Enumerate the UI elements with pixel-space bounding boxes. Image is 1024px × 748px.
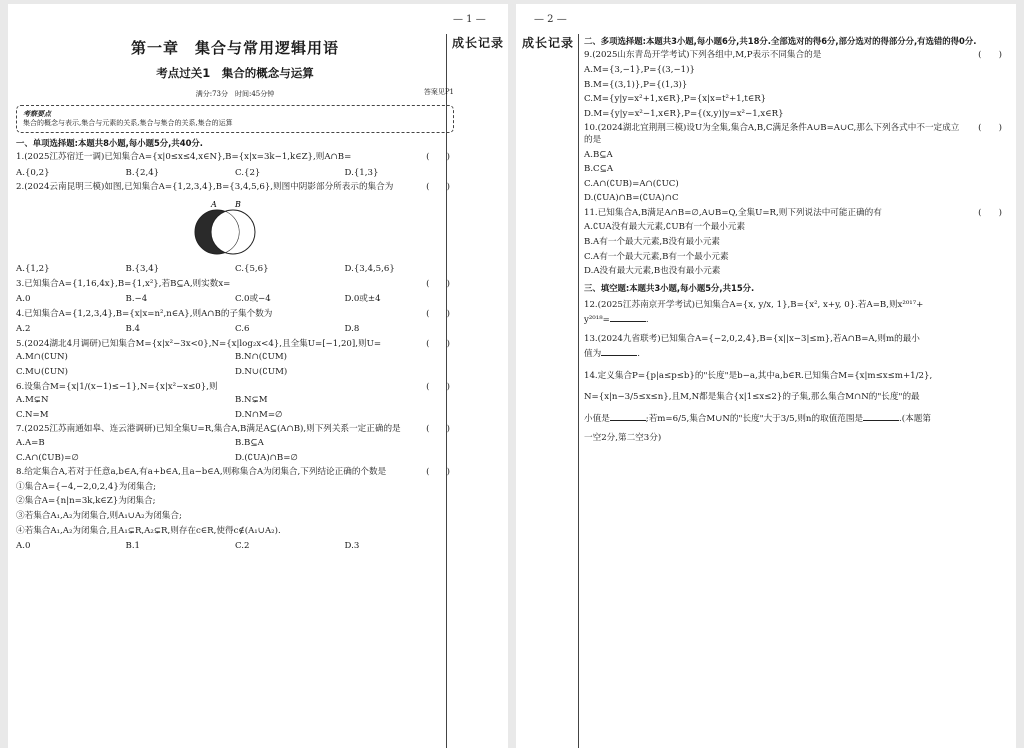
option-c: C.{5,6} [235,263,269,274]
option-d: D.{3,4,5,6} [344,263,395,274]
option-b: B.{3,4} [125,263,160,274]
option-b: B.N∩(∁UM) [235,352,287,363]
option-d: D.(∁UA)∩B=∅ [235,452,298,463]
options [16,264,454,276]
option-d: D.8 [344,324,360,335]
option-c: C.A∩(∁UB)=∅ [16,452,79,463]
answer-bracket: ( ) [426,338,450,349]
options [584,222,1006,277]
statement-4: ④若集合A₁,A₂为闭集合,且A₁⊊R,A₂⊊R,则存在c∈R,使得c∉(A₁∪A₂). [16,525,281,536]
option-c: C.N=M [16,409,49,420]
option-b: B.N⊊M [235,395,268,406]
question-text-cont: N={x|n−3/5≤x≤n},且M,N都是集合{x|1≤x≤2}的子集,那么集合M∩N的"长度"的最 [584,392,920,403]
statement-3: ③若集合A₁,A₂为闭集合,则A₁∪A₂为闭集合; [16,511,182,522]
answer-bracket: ( ) [426,278,450,289]
question-text: 11.已知集合A,B满足A∩B=∅,A∪B=Q,全集U=R,则下列说法中可能正确的有 [584,207,882,218]
question-3 [16,279,454,291]
statement-1: ①集合A={−4,−2,0,2,4}为闭集合; [16,481,157,492]
question-9 [584,50,1006,62]
option-b: B.4 [125,324,141,335]
exam-meta [16,87,454,99]
option-b: B.−4 [125,294,148,305]
section-heading: 三、填空题:本题共3小题,每小题5分,共15分. [584,282,755,293]
question-8 [16,467,454,479]
option-c: C.{2} [235,167,261,178]
question-text: 3.已知集合A={1,16,4x},B={1,x²},若B⊆A,则实数x= [16,278,231,289]
option-c: C.6 [235,324,250,335]
option-c: C.M∪(∁UN) [16,367,68,378]
question-text-cont: y²⁰¹⁸= [584,314,610,325]
statements [16,482,454,537]
question-7 [16,424,454,436]
option-d: D.(∁UA)∩B=(∁UA)∩C [584,193,679,204]
option-a: A.{1,2} [16,263,50,274]
option-d: D.{1,3} [344,167,379,178]
page-1 [8,4,508,748]
page-2-content [584,34,1006,445]
options [16,438,454,464]
question-text-cont: 值为 [584,348,602,359]
margin-divider [578,34,579,748]
options [16,294,454,306]
options [16,352,454,378]
answer-bracket: ( ) [426,182,450,193]
options [584,65,1006,120]
option-d: D.0或±4 [344,294,381,305]
options [16,168,454,180]
option-b: B.C⊆A [584,164,614,175]
option-a: A.M∩(∁UN) [16,352,68,363]
page-1-content [16,34,454,553]
score-time: 满分:73分 时间:45分钟 [195,89,275,98]
answer-bracket: ( ) [978,50,1002,61]
option-a: A.M⊊N [16,395,49,406]
answer-bracket: ( ) [978,207,1002,218]
question-12: 12.(2025江苏南京开学考试)已知集合A={x, y/x, 1},B={x², x+y, 0}.若A=B,则x²⁰¹⁷+ y²⁰¹⁸= . [584,300,1006,326]
option-d: D.A没有最大元素,B也没有最小元素 [584,266,721,277]
option-a: A.0 [16,294,31,305]
page-number: — 1 — [453,14,486,25]
question-text: 14.定义集合P={p|a≤p≤b}的"长度"是b−a,其中a,b∈R.已知集合M={x|m≤x≤m+1/2}, [584,370,933,381]
answer-bracket: ( ) [426,424,450,435]
options [584,150,1006,205]
option-b: B.1 [125,541,141,552]
question-text: 4.已知集合A={1,2,3,4},B={x|x=n²,n∈A},则A∩B的子集个数为 [16,308,273,319]
question-text: 12.(2025江苏南京开学考试)已知集合A={x, y/x, 1},B={x², x+y, 0}.若A=B,则x²⁰¹⁷+ [584,300,924,311]
question-text: 1.(2025江苏宿迁一调)已知集合A={x|0≤x≤4,x∈N},B={x|x=3k−1,k∈Z},则A∩B= [16,152,352,163]
key-points-title: 考察要点 [23,109,51,119]
key-points-box [16,105,454,133]
side-label: 成长记录 [522,36,575,50]
question-5 [16,339,454,351]
option-d: D.M={y|y=x²−1,x∈R},P={(x,y)|y=x²−1,x∈R} [584,108,784,119]
question-13: 13.(2024九省联考)已知集合A={−2,0,2,4},B={x||x−3|≤m},若A∩B=A,则m的最小 值为 . [584,334,1006,360]
option-a: A.2 [16,324,31,335]
page-number: — 2 — [534,14,567,25]
answer-blank-2 [863,420,899,421]
page-2 [516,4,1016,748]
question-4 [16,309,454,321]
options [16,395,454,421]
question-6 [16,382,454,394]
question-10 [584,123,1006,146]
option-c: C.M={y|y=x²+1,x∈R},P={x|x=t²+1,t∈R} [584,94,767,105]
option-b: B.A有一个最大元素,B没有最小元素 [584,237,721,248]
answer-blank [610,321,646,322]
question-1 [16,152,454,164]
option-b: B.M={(3,1)},P={(1,3)} [584,79,688,90]
answer-bracket: ( ) [426,152,450,163]
option-d: D.N∩M=∅ [235,409,283,420]
question-text: 8.给定集合A,若对于任意a,b∈A,有a+b∈A,且a−b∈A,则称集合A为闭集合,下列结论正确的个数是 [16,467,387,478]
question-text: 9.(2025山东青岛开学考试)下列各组中,M,P表示不同集合的是 [584,50,822,61]
question-text: 5.(2024湖北4月调研)已知集合M={x|x²−3x<0},N={x|log₂x<4},且全集U=[−1,20],则U= [16,338,382,349]
question-text-cont: ;若m=6/5,集合M∪N的"长度"大于3/5,则n的取值范围是 [645,413,864,424]
option-b: B.{2,4} [125,167,160,178]
venn-label-b: B [235,199,241,209]
question-text: 2.(2024云南昆明三模)如图,已知集合A={1,2,3,4},B={3,4,5,6},则图中阴影部分所表示的集合为 [16,182,394,193]
answer-bracket: ( ) [426,467,450,478]
answer-bracket: ( ) [978,123,1002,134]
question-11 [584,208,1006,220]
answer-blank-1 [610,420,646,421]
option-a: A.A=B [16,438,45,449]
section-title: 考点过关1 集合的概念与运算 [156,66,314,81]
option-d: D.3 [344,541,360,552]
chapter-title: 第一章 集合与常用逻辑用语 [130,39,339,57]
option-c: C.A有一个最大元素,B有一个最小元素 [584,251,729,262]
question-text-cont: .(本题第 [899,413,931,424]
section-heading: 一、单项选择题:本题共8小题,每小题5分,共40分. [16,137,203,148]
option-a: A.{0,2} [16,167,50,178]
question-text: 6.设集合M={x|1/(x−1)≤−1},N={x|x²−x≤0},则 [16,381,218,392]
option-c: C.0或−4 [235,294,271,305]
question-2 [16,182,454,194]
answer-bracket: ( ) [426,381,450,392]
question-text-cont: 小值是 [584,413,610,424]
question-text: 10.(2024湖北宜荆荆三模)设U为全集,集合A,B,C满足条件A∪B=A∪C,那么下列各式中不一定成立的是 [584,123,960,145]
option-b: B.B⊆A [235,438,264,449]
section-heading: 二、多项选择题:本题共3小题,每小题6分,共18分.全部选对的得6分,部分选对的得部分分,有选错的得0分. [584,36,977,46]
score-note: 一空2分,第二空3分) [584,433,662,444]
venn-diagram [181,198,271,260]
option-d: D.N∪(∁UM) [235,367,288,378]
answer-blank [601,355,637,356]
answer-reference: 答案见P1 [423,87,454,96]
options [16,324,454,336]
options [16,541,454,553]
key-points-text: 集合的概念与表示,集合与元素的关系,集合与集合的关系,集合的运算 [23,119,233,127]
question-text: 13.(2024九省联考)已知集合A={−2,0,2,4},B={x||x−3|≤m},若A∩B=A,则m的最小 [584,334,920,345]
answer-bracket: ( ) [426,308,450,319]
option-a: A.∁UA没有最大元素,∁UB有一个最小元素 [584,222,746,233]
question-14 [584,371,1006,445]
statement-2: ②集合A={n|n=3k,k∈Z}为闭集合; [16,496,156,507]
option-a: A.M={3,−1},P={(3,−1)} [584,64,695,75]
question-text: 7.(2025江苏南通如皋、连云港调研)已知全集U=R,集合A,B满足A⊆(A∩B),则下列关系一定正确的是 [16,424,401,435]
option-a: A.0 [16,541,31,552]
option-a: A.B⊆A [584,149,613,160]
option-c: C.2 [235,541,250,552]
venn-label-a: A [211,199,217,209]
side-label: 成长记录 [452,36,505,50]
option-c: C.A∩(∁UB)=A∩(∁UC) [584,178,679,189]
